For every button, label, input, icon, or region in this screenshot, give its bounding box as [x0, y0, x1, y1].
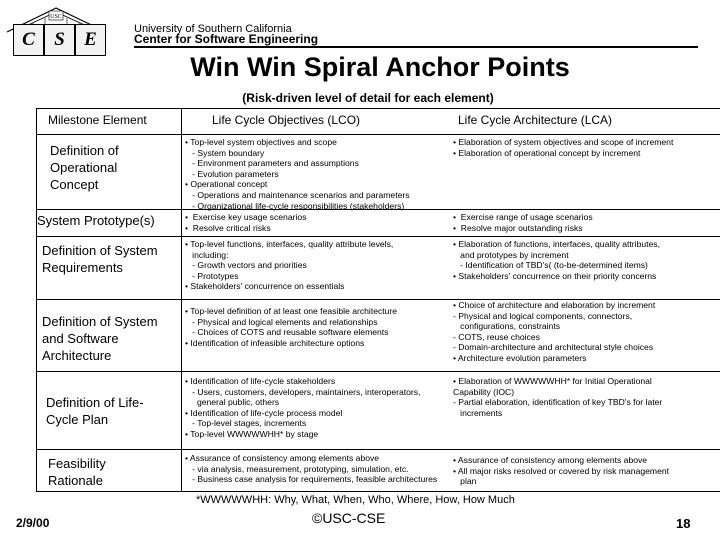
- lco-system-requirements: • Top-level functions, interfaces, quality attribute levels, including: - Growth vectors and priorities - Prototypes • Stakeholders' concurrence on essentials: [185, 239, 394, 292]
- center-name: Center for Software Engineering: [134, 32, 319, 46]
- slide-date: 2/9/00: [16, 516, 50, 530]
- page-subtitle: (Risk-driven level of detail for each element): [242, 91, 494, 105]
- row-label-system-prototypes: System Prototype(s): [37, 213, 155, 228]
- lco-operational-concept: • Top-level system objectives and scope - System boundary - Environment parameters and assumptions - Evolution parameters • Operational concept - Operations and maintenance scenarios and parameters - Organizational life-cycle responsibilities (stakeholders): [185, 137, 410, 211]
- lca-architecture: • Choice of architecture and elaboration by increment - Physical and logical components, connectors, configurations, constraints - COTS, reuse choices - Domain-architecture and architectural style choices • Architecture evolution parameters: [453, 300, 656, 363]
- lca-feasibility-rationale: • Assurance of consistency among elements above • All major risks resolved or covered by risk management plan: [453, 455, 670, 487]
- logo-seal-text: USC: [50, 14, 62, 20]
- row-divider: [36, 371, 720, 372]
- row-divider: [36, 236, 720, 237]
- page-title: Win Win Spiral Anchor Points: [190, 52, 570, 82]
- logo-letter-c: C: [13, 24, 44, 56]
- header-row-divider: [36, 134, 720, 135]
- lca-system-prototypes: • Exercise range of usage scenarios • Resolve major outstanding risks: [453, 212, 593, 233]
- row-label-system-requirements: Definition of System Requirements: [42, 243, 158, 275]
- lca-life-cycle-plan: • Elaboration of WWWWWHH* for Initial Operational Capability (IOC) - Partial elaboration, identification of key TBD's for later increments: [453, 376, 663, 418]
- university-name: University of Southern California: [134, 23, 292, 35]
- lco-architecture: • Top-level definition of at least one feasible architecture - Physical and logical elements and relationships - Choices of COTS and reusable software elements • Identification of infeasible architecture options: [185, 306, 398, 348]
- lca-operational-concept: • Elaboration of system objectives and scope of increment • Elaboration of operational concept by increment: [453, 137, 674, 158]
- row-label-life-cycle-plan: Definition of Life- Cycle Plan: [46, 395, 144, 427]
- row-label-operational-concept: Definition of Operational Concept: [50, 143, 119, 192]
- column-header-lco: Life Cycle Objectives (LCO): [212, 113, 361, 127]
- row-label-architecture: Definition of System and Software Architecture: [42, 314, 158, 363]
- column-header-milestone: Milestone Element: [48, 113, 147, 127]
- column-header-lca: Life Cycle Architecture (LCA): [458, 113, 613, 127]
- lco-feasibility-rationale: • Assurance of consistency among elements above - via analysis, measurement, prototyping, simulation, etc. - Business case analysis for requirements, feasible architectures: [185, 453, 438, 485]
- header-rule: [134, 46, 698, 48]
- page-number: 18: [676, 516, 691, 531]
- wwwwwhh-footnote: *WWWWWHH: Why, What, When, Who, Where, How, How Much: [196, 494, 515, 506]
- lco-life-cycle-plan: • Identification of life-cycle stakeholders - Users, customers, developers, maintainers, interoperators, general public, others • Identification of life-cycle process model - Top-level stages, increments • Top-level WWWWWHH* by stage: [185, 376, 421, 439]
- logo-letter-e: E: [75, 24, 106, 56]
- row-label-feasibility-rationale: Feasibility Rationale: [48, 456, 106, 488]
- lco-system-prototypes: • Exercise key usage scenarios • Resolve critical risks: [185, 212, 307, 233]
- copyright-notice: ©USC-CSE: [312, 510, 386, 526]
- lca-system-requirements: • Elaboration of functions, interfaces, quality attributes, and prototypes by increment - Identification of TBD's( (to-be-determined items) • Stakeholders' concurrence on their priority concerns: [453, 239, 660, 281]
- row-divider: [36, 449, 720, 450]
- logo-letter-s: S: [44, 24, 75, 56]
